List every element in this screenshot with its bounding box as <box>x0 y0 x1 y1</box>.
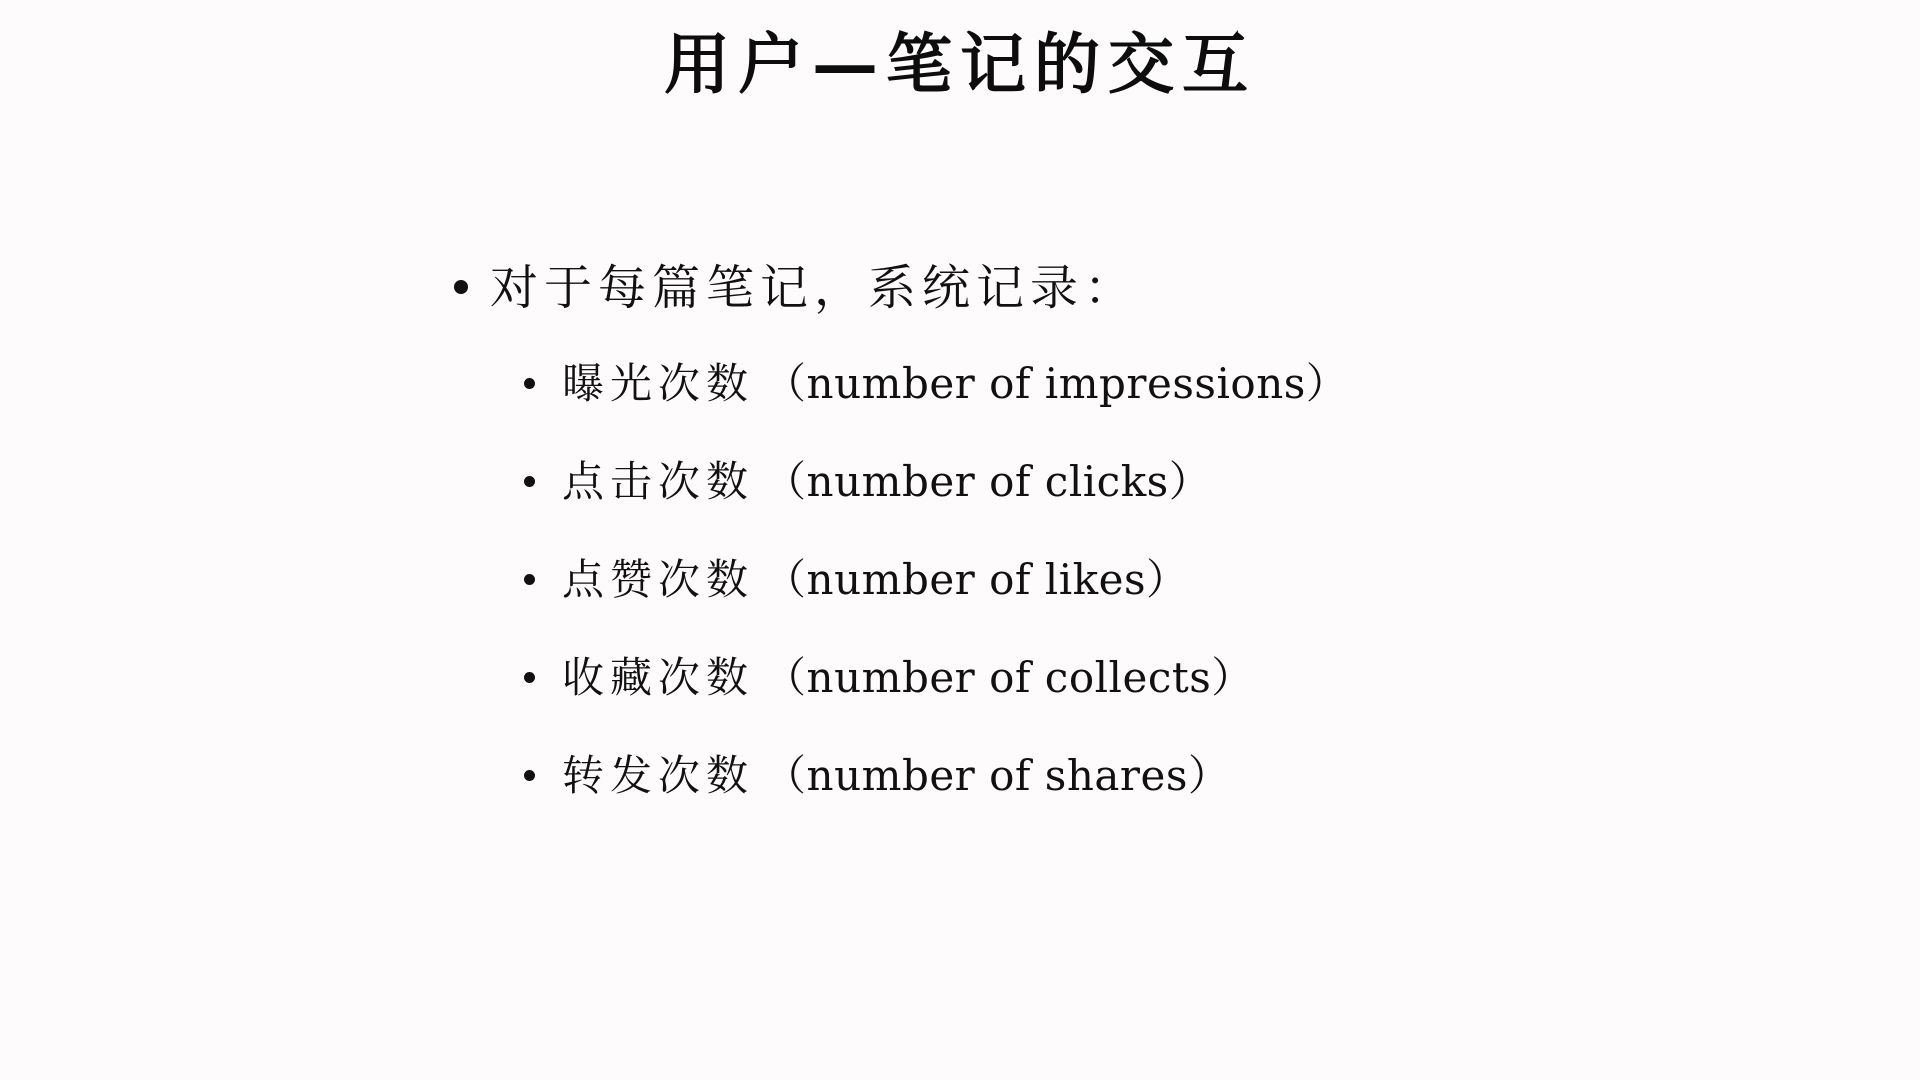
sub-bullet-collects <box>520 650 1348 748</box>
sub-bullet-likes <box>520 552 1348 650</box>
sub-bullet-label-zh: 曝光次数 <box>562 359 755 408</box>
bullet-dot-icon <box>524 574 535 585</box>
sub-bullet-label-zh: 转发次数 <box>562 751 755 800</box>
bullet-dot-icon <box>524 770 535 781</box>
bullet-dot-icon <box>454 280 468 294</box>
sub-bullet-shares <box>520 748 1348 846</box>
sub-bullet-label-zh: 收藏次数 <box>562 653 755 702</box>
sub-bullet-impressions <box>520 356 1348 454</box>
sub-bullet-label-en: （number of collects） <box>764 653 1254 702</box>
sub-bullet-clicks <box>520 454 1348 552</box>
sub-bullet-label-zh: 点击次数 <box>562 457 755 506</box>
bullet-dot-icon <box>524 378 535 389</box>
bullet-dot-icon <box>524 672 535 683</box>
bullet-dot-icon <box>524 476 535 487</box>
bullet-list <box>448 256 1349 800</box>
sub-bullet-label-en: （number of shares） <box>764 751 1231 800</box>
main-bullet <box>448 256 1349 800</box>
sub-bullet-list <box>520 356 1348 846</box>
sub-bullet-label-en: （number of impressions） <box>764 359 1349 408</box>
sub-bullet-label-en: （number of clicks） <box>764 457 1212 506</box>
main-bullet-text: 对于每篇笔记，系统记录： <box>490 260 1139 316</box>
slide-title: 用户—笔记的交互 <box>664 25 1256 103</box>
sub-bullet-label-en: （number of likes） <box>764 555 1189 604</box>
sub-bullet-label-zh: 点赞次数 <box>562 555 755 604</box>
